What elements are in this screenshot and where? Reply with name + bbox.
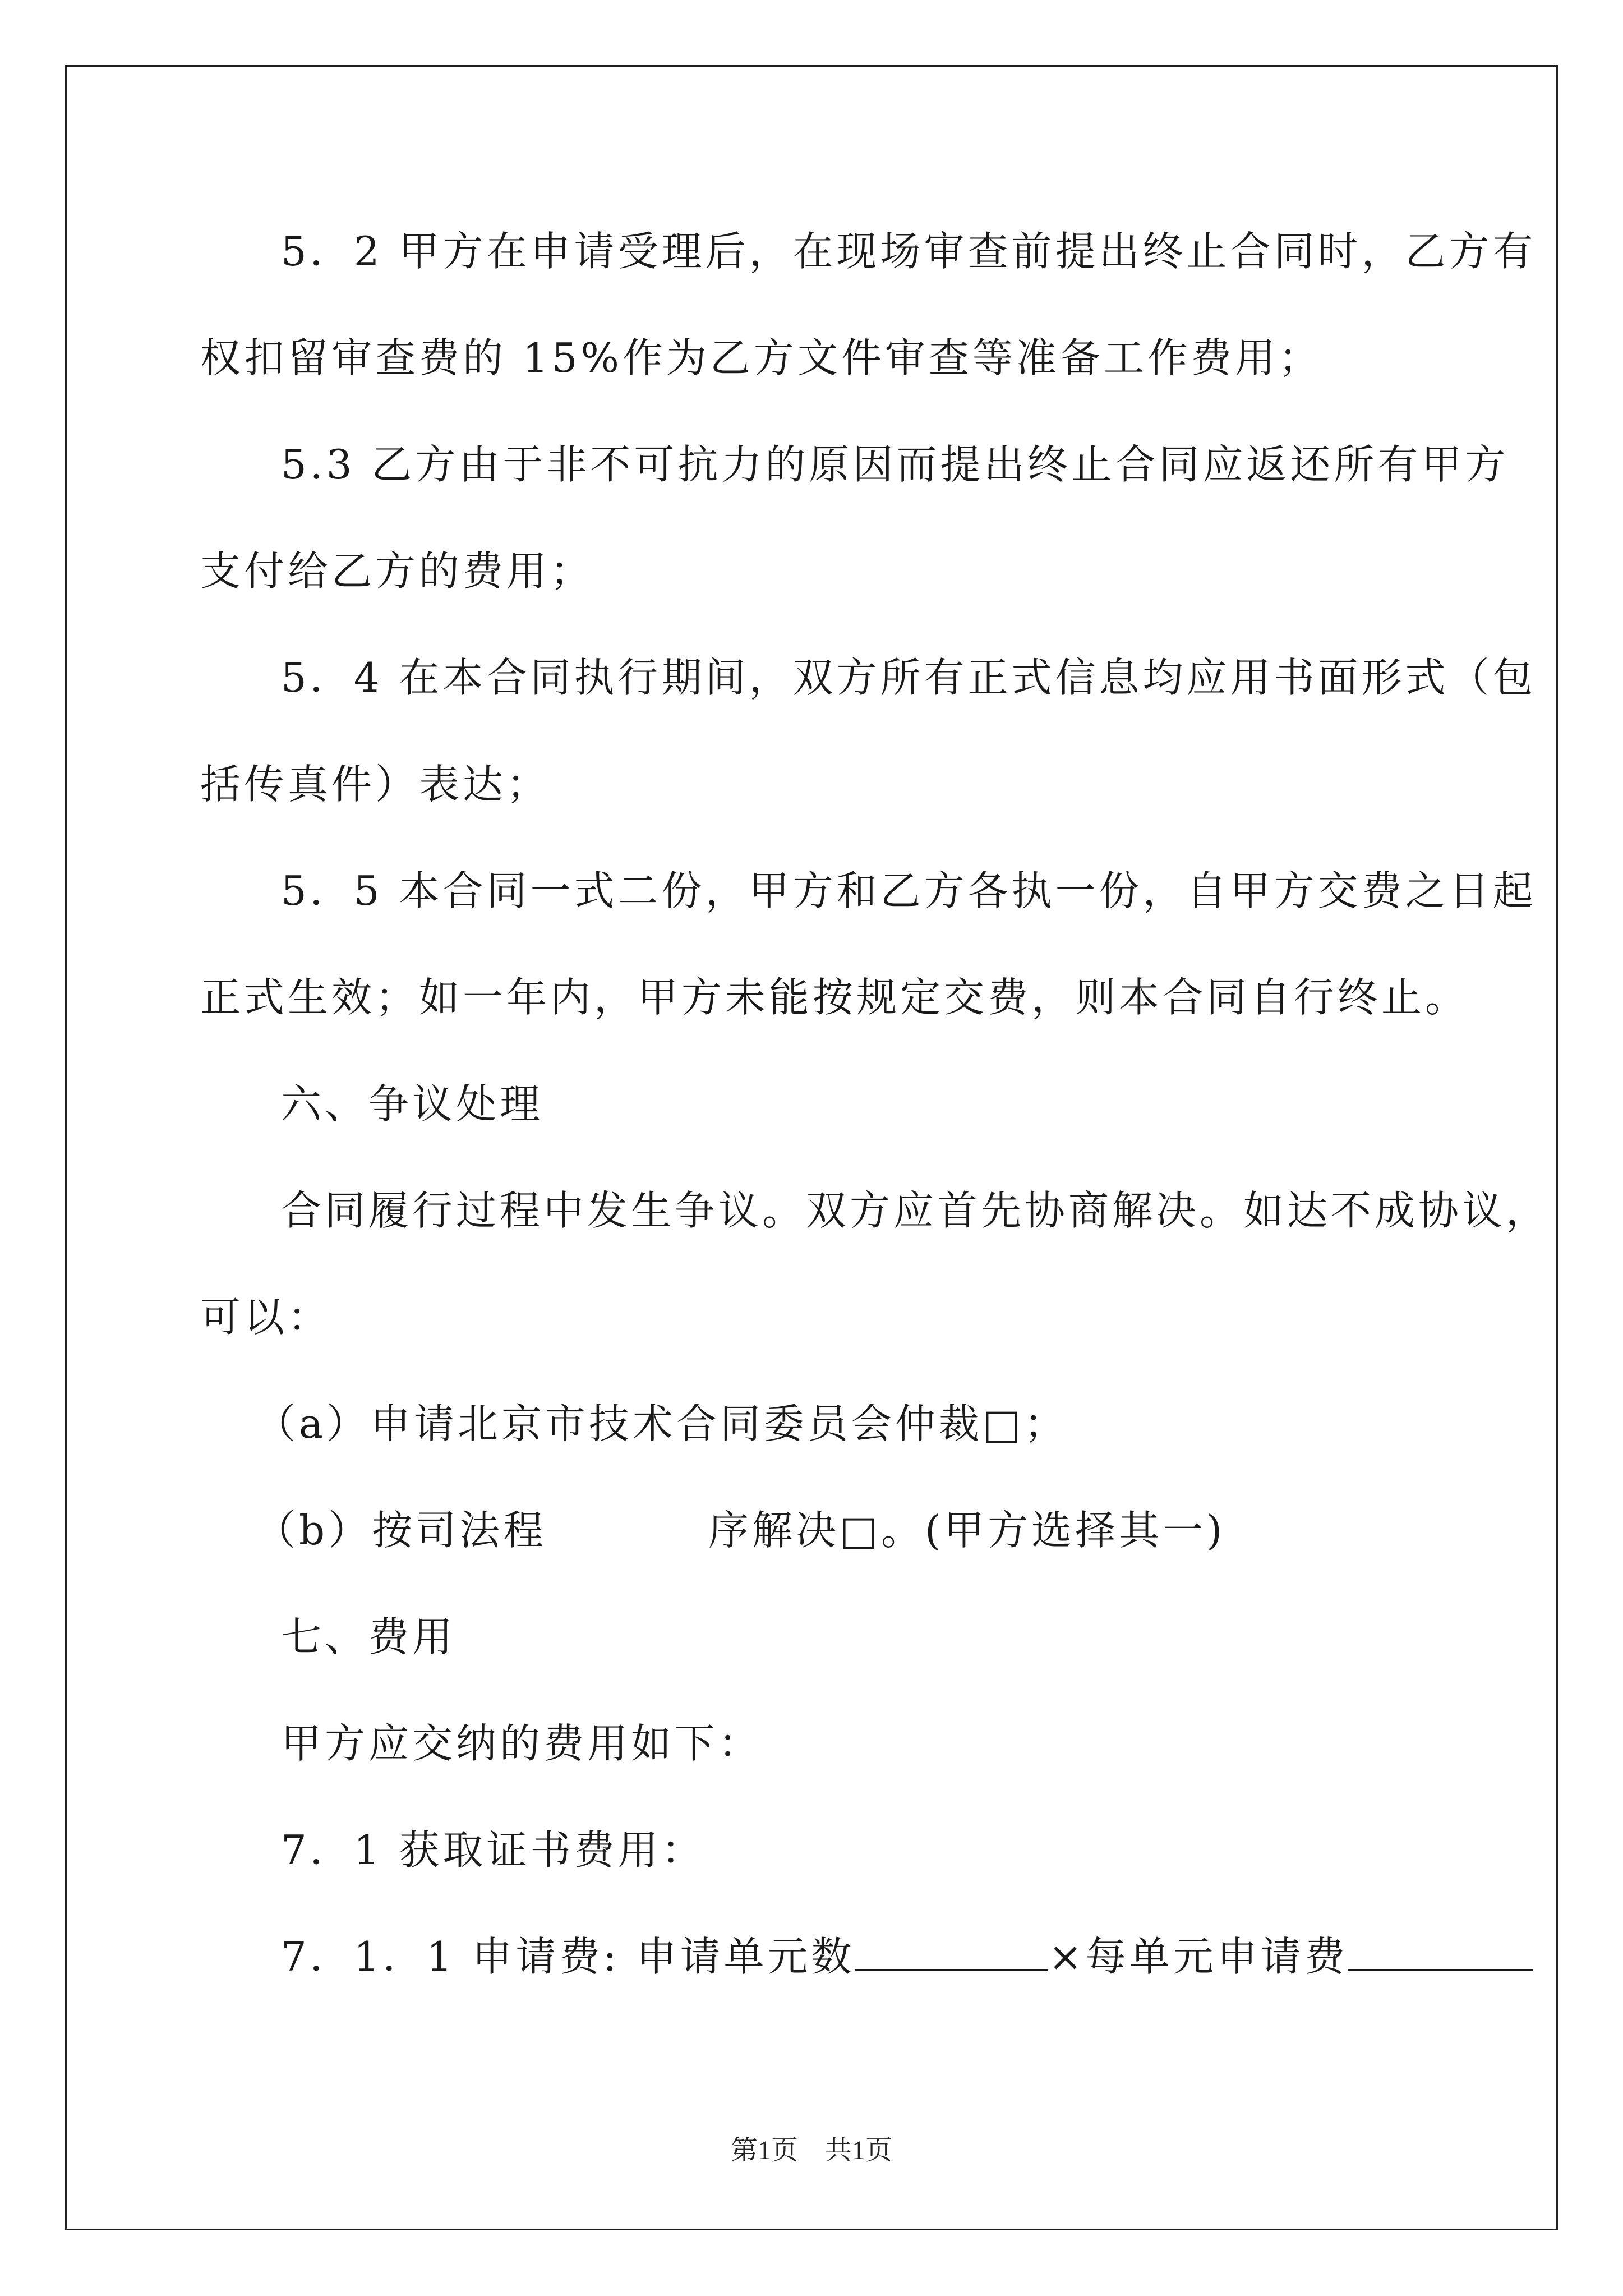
per-unit-fee-label: ×每单元申请费 — [1048, 1933, 1348, 1980]
text-line-5-3-a: 5.3 乙方由于非不可抗力的原因而提出终止合同应返还所有甲方 — [281, 441, 1509, 488]
unit-count-blank — [855, 1932, 1048, 1971]
text-line-dispute-b: 可以： — [200, 1294, 332, 1341]
option-b-part1: （b）按司法程 — [255, 1507, 547, 1554]
text-line-5-2-a: 5．2 甲方在申请受理后，在现场审查前提出终止合同时，乙方有 — [281, 228, 1537, 275]
section-heading-dispute: 六、争议处理 — [281, 1080, 544, 1128]
text-line-5-3-b: 支付给乙方的费用； — [200, 547, 594, 595]
text-line-fees-intro: 甲方应交纳的费用如下： — [281, 1720, 763, 1767]
text-line-5-2-b: 权扣留审查费的 15%作为乙方文件审查等准备工作费用； — [200, 334, 1322, 381]
page-border — [65, 65, 1558, 2230]
text-line-7-1-1 — [281, 1931, 1533, 1982]
text-line-5-5-b: 正式生效；如一年内，甲方未能按规定交费，则本合同自行终止。 — [200, 974, 1469, 1021]
text-line-5-4-a: 5．4 在本合同执行期间，双方所有正式信息均应用书面形式（包 — [281, 654, 1537, 701]
section-heading-fees: 七、费用 — [281, 1613, 457, 1660]
text-line-7-1: 7．1 获取证书费用： — [281, 1826, 706, 1874]
text-line-5-5-a: 5．5 本合同一式二份，甲方和乙方各执一份，自甲方交费之日起 — [281, 867, 1537, 914]
page-footer: 第1页 共1页 — [730, 2136, 892, 2165]
text-line-5-4-b: 括传真件）表达； — [200, 761, 551, 808]
application-fee-label: 7．1．1 申请费: 申请单元数 — [281, 1933, 855, 1980]
option-a: （a）申请北京市技术合同委员会仲裁□； — [255, 1400, 1068, 1447]
option-b-part2: 序解决□。(甲方选择其一) — [708, 1507, 1226, 1554]
per-unit-fee-blank — [1348, 1932, 1533, 1971]
text-line-dispute-a: 合同履行过程中发生争议。双方应首先协商解决。如达不成协议， — [281, 1187, 1550, 1234]
